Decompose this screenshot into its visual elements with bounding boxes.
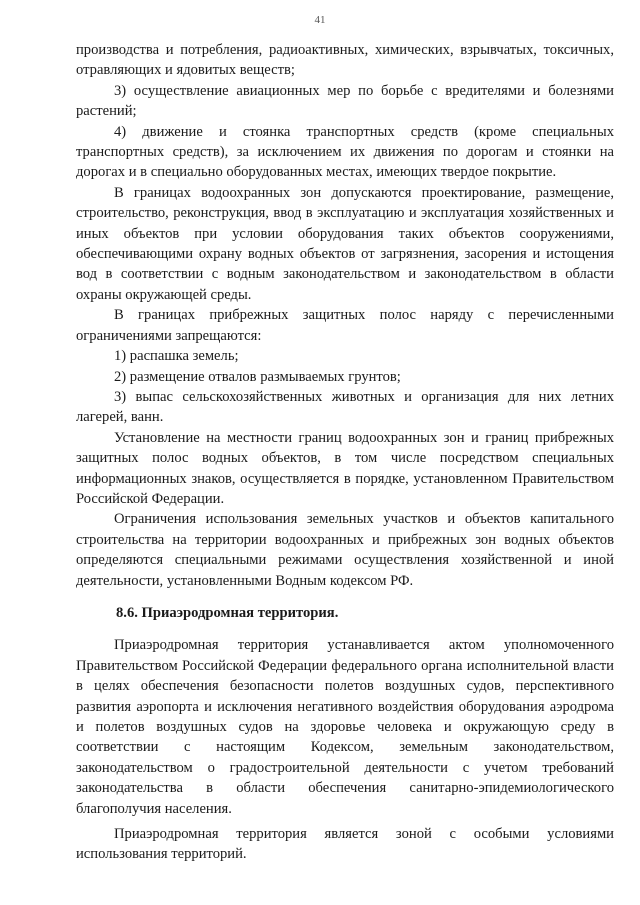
section-heading: 8.6. Приаэродромная территория. [116,604,339,621]
paragraph: Приаэродромная территория устанавливается актом уполномоченного Правительством Российской Федерации федерального органа исполнительной власти в целях обеспечения безопасности полетов воздушных судов, перспективного развития аэропорта и исключения негативного воздействия оборудования аэродрома и полетов воздушных судов на здоровье человека и окружающую среду в соответствии с настоящим Кодексом, земельным законодательством, законодательством о градостроительной деятельности с учетом требований законодательства в области обеспечения санитарно-эпидемиологического благополучия населения. [76,637,614,817]
list-item: 2) размещение отвалов размываемых грунтов; [114,368,401,385]
paragraph: производства и потребления, радиоактивных, химических, взрывчатых, токсичных, отравляющих и ядовитых веществ; [76,42,614,79]
list-item: 4) движение и стоянка транспортных средств (кроме специальных транспортных средств), за исключением их движения по дорогам и стоянки на дорогах и в специально оборудованных местах, имеющих твердое покрытие. [76,123,614,181]
document-body [76,40,614,865]
list-item: 3) осуществление авиационных мер по борьбе с вредителями и болезнями растений; [76,82,614,120]
paragraph: Установление на местности границ водоохранных зон и границ прибрежных защитных полос водных объектов, в том числе посредством специальных информационных знаков, осуществляется в порядке, установленном Правительством Российской Федерации. [76,429,614,507]
list-item: 1) распашка земель; [114,348,239,365]
paragraph: Ограничения использования земельных участков и объектов капитального строительства на территории водоохранных и прибрежных зон водных объектов определяются специальными режимами осуществления хозяйственной и иной деятельности, установленными Водным кодексом РФ. [76,511,614,589]
paragraph: Приаэродромная территория является зоной с особыми условиями использования территорий. [76,826,614,863]
paragraph: В границах прибрежных защитных полос наряду с перечисленными ограничениями запрещаются: [76,307,614,344]
page-number: 41 [314,14,326,26]
paragraph: В границах водоохранных зон допускаются проектирование, размещение, строительство, реконструкция, ввод в эксплуатацию и эксплуатация хозяйственных и иных объектов при условии оборудования таких объектов сооружениями, обеспечивающими охрану водных объектов от загрязнения, засорения и истощения вод в соответствии с водным законодательством и законодательством в области охраны окружающей среды. [76,184,614,303]
list-item: 3) выпас сельскохозяйственных животных и организация для них летних лагерей, ванн. [76,388,614,426]
